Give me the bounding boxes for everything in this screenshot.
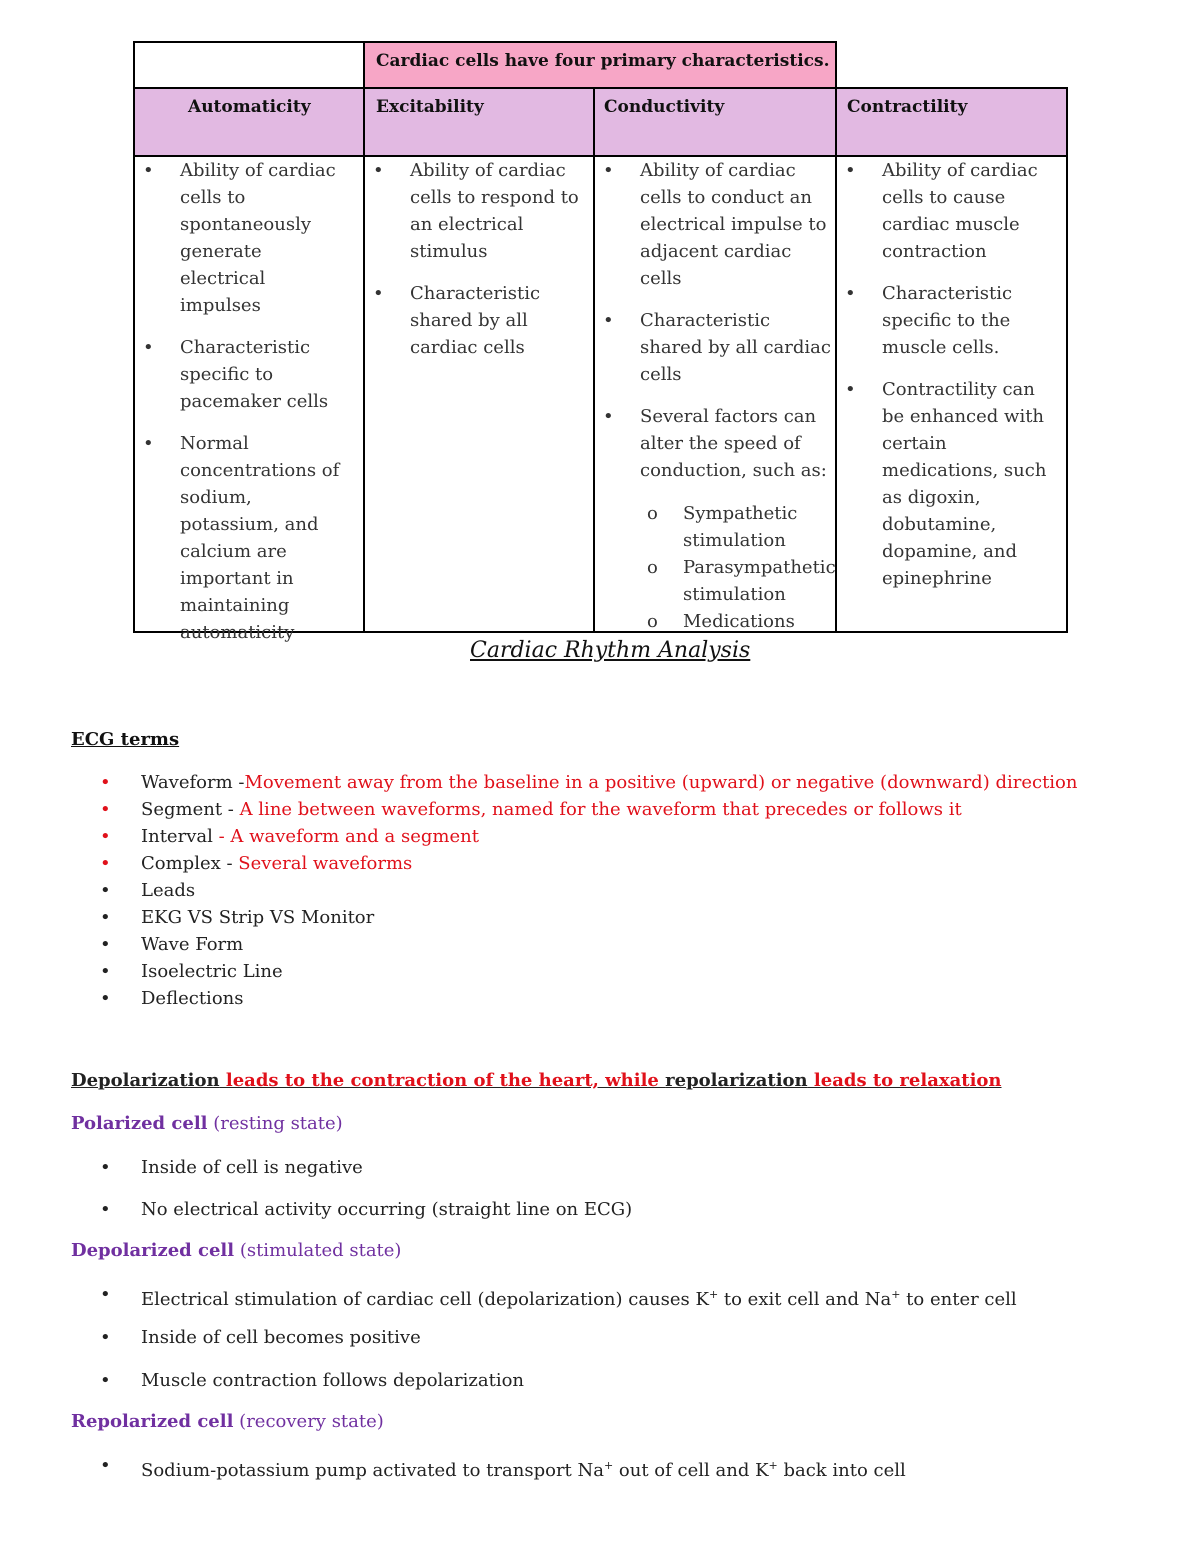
header-automaticity: Automaticity <box>133 87 365 157</box>
list-item: • Ability of cardiac cells to cause cardiac muscle contraction <box>837 157 1055 265</box>
polarized-heading: Polarized cell (resting state) <box>71 1113 343 1134</box>
table-empty-cell <box>133 41 365 89</box>
list-item: • Characteristic specific to pacemaker cells <box>135 334 350 415</box>
repolarized-heading: Repolarized cell (recovery state) <box>71 1411 384 1432</box>
list-item: • Ability of cardiac cells to respond to an electrical stimulus <box>365 157 580 265</box>
list-item: • Ability of cardiac cells to conduct an electrical impulse to adjacent cardiac cells <box>595 157 831 292</box>
body-conductivity <box>593 155 837 633</box>
sub-list-item: o Medications <box>595 608 831 635</box>
list-item: • Contractility can be enhanced with certain medications, such as digoxin, dobutamine, dopamine, and epinephrine <box>837 376 1055 592</box>
list-item: • Characteristic shared by all cardiac cells <box>595 307 831 388</box>
header-contractility: Contractility <box>835 87 1068 157</box>
list-item: • Characteristic specific to the muscle cells. <box>837 280 1055 361</box>
list-item: • Ability of cardiac cells to spontaneously generate electrical impulses <box>135 157 350 319</box>
header-excitability: Excitability <box>363 87 595 157</box>
body-excitability <box>363 155 595 633</box>
list-item: • Several factors can alter the speed of conduction, such as: <box>595 403 831 484</box>
depolarized-heading: Depolarized cell (stimulated state) <box>71 1240 402 1261</box>
table-caption-cell <box>363 41 837 89</box>
body-contractility <box>835 155 1068 633</box>
list-item: • Characteristic shared by all cardiac cells <box>365 280 580 361</box>
list-item: • Normal concentrations of sodium, potassium, and calcium are important in maintaining automaticity <box>135 430 350 646</box>
page-title: Cardiac Rhythm Analysis <box>470 638 751 663</box>
table-caption: Cardiac cells have four primary characteristics. <box>376 51 830 71</box>
ecg-heading: ECG terms <box>71 729 180 750</box>
depolarization-heading: Depolarization leads to the contraction of the heart, while repolarization leads to relaxation <box>71 1070 1002 1091</box>
sub-list-item: o Parasympathetic stimulation <box>595 554 831 608</box>
body-automaticity <box>133 155 365 643</box>
header-conductivity: Conductivity <box>593 87 837 157</box>
sub-list-item: o Sympathetic stimulation <box>595 500 831 554</box>
